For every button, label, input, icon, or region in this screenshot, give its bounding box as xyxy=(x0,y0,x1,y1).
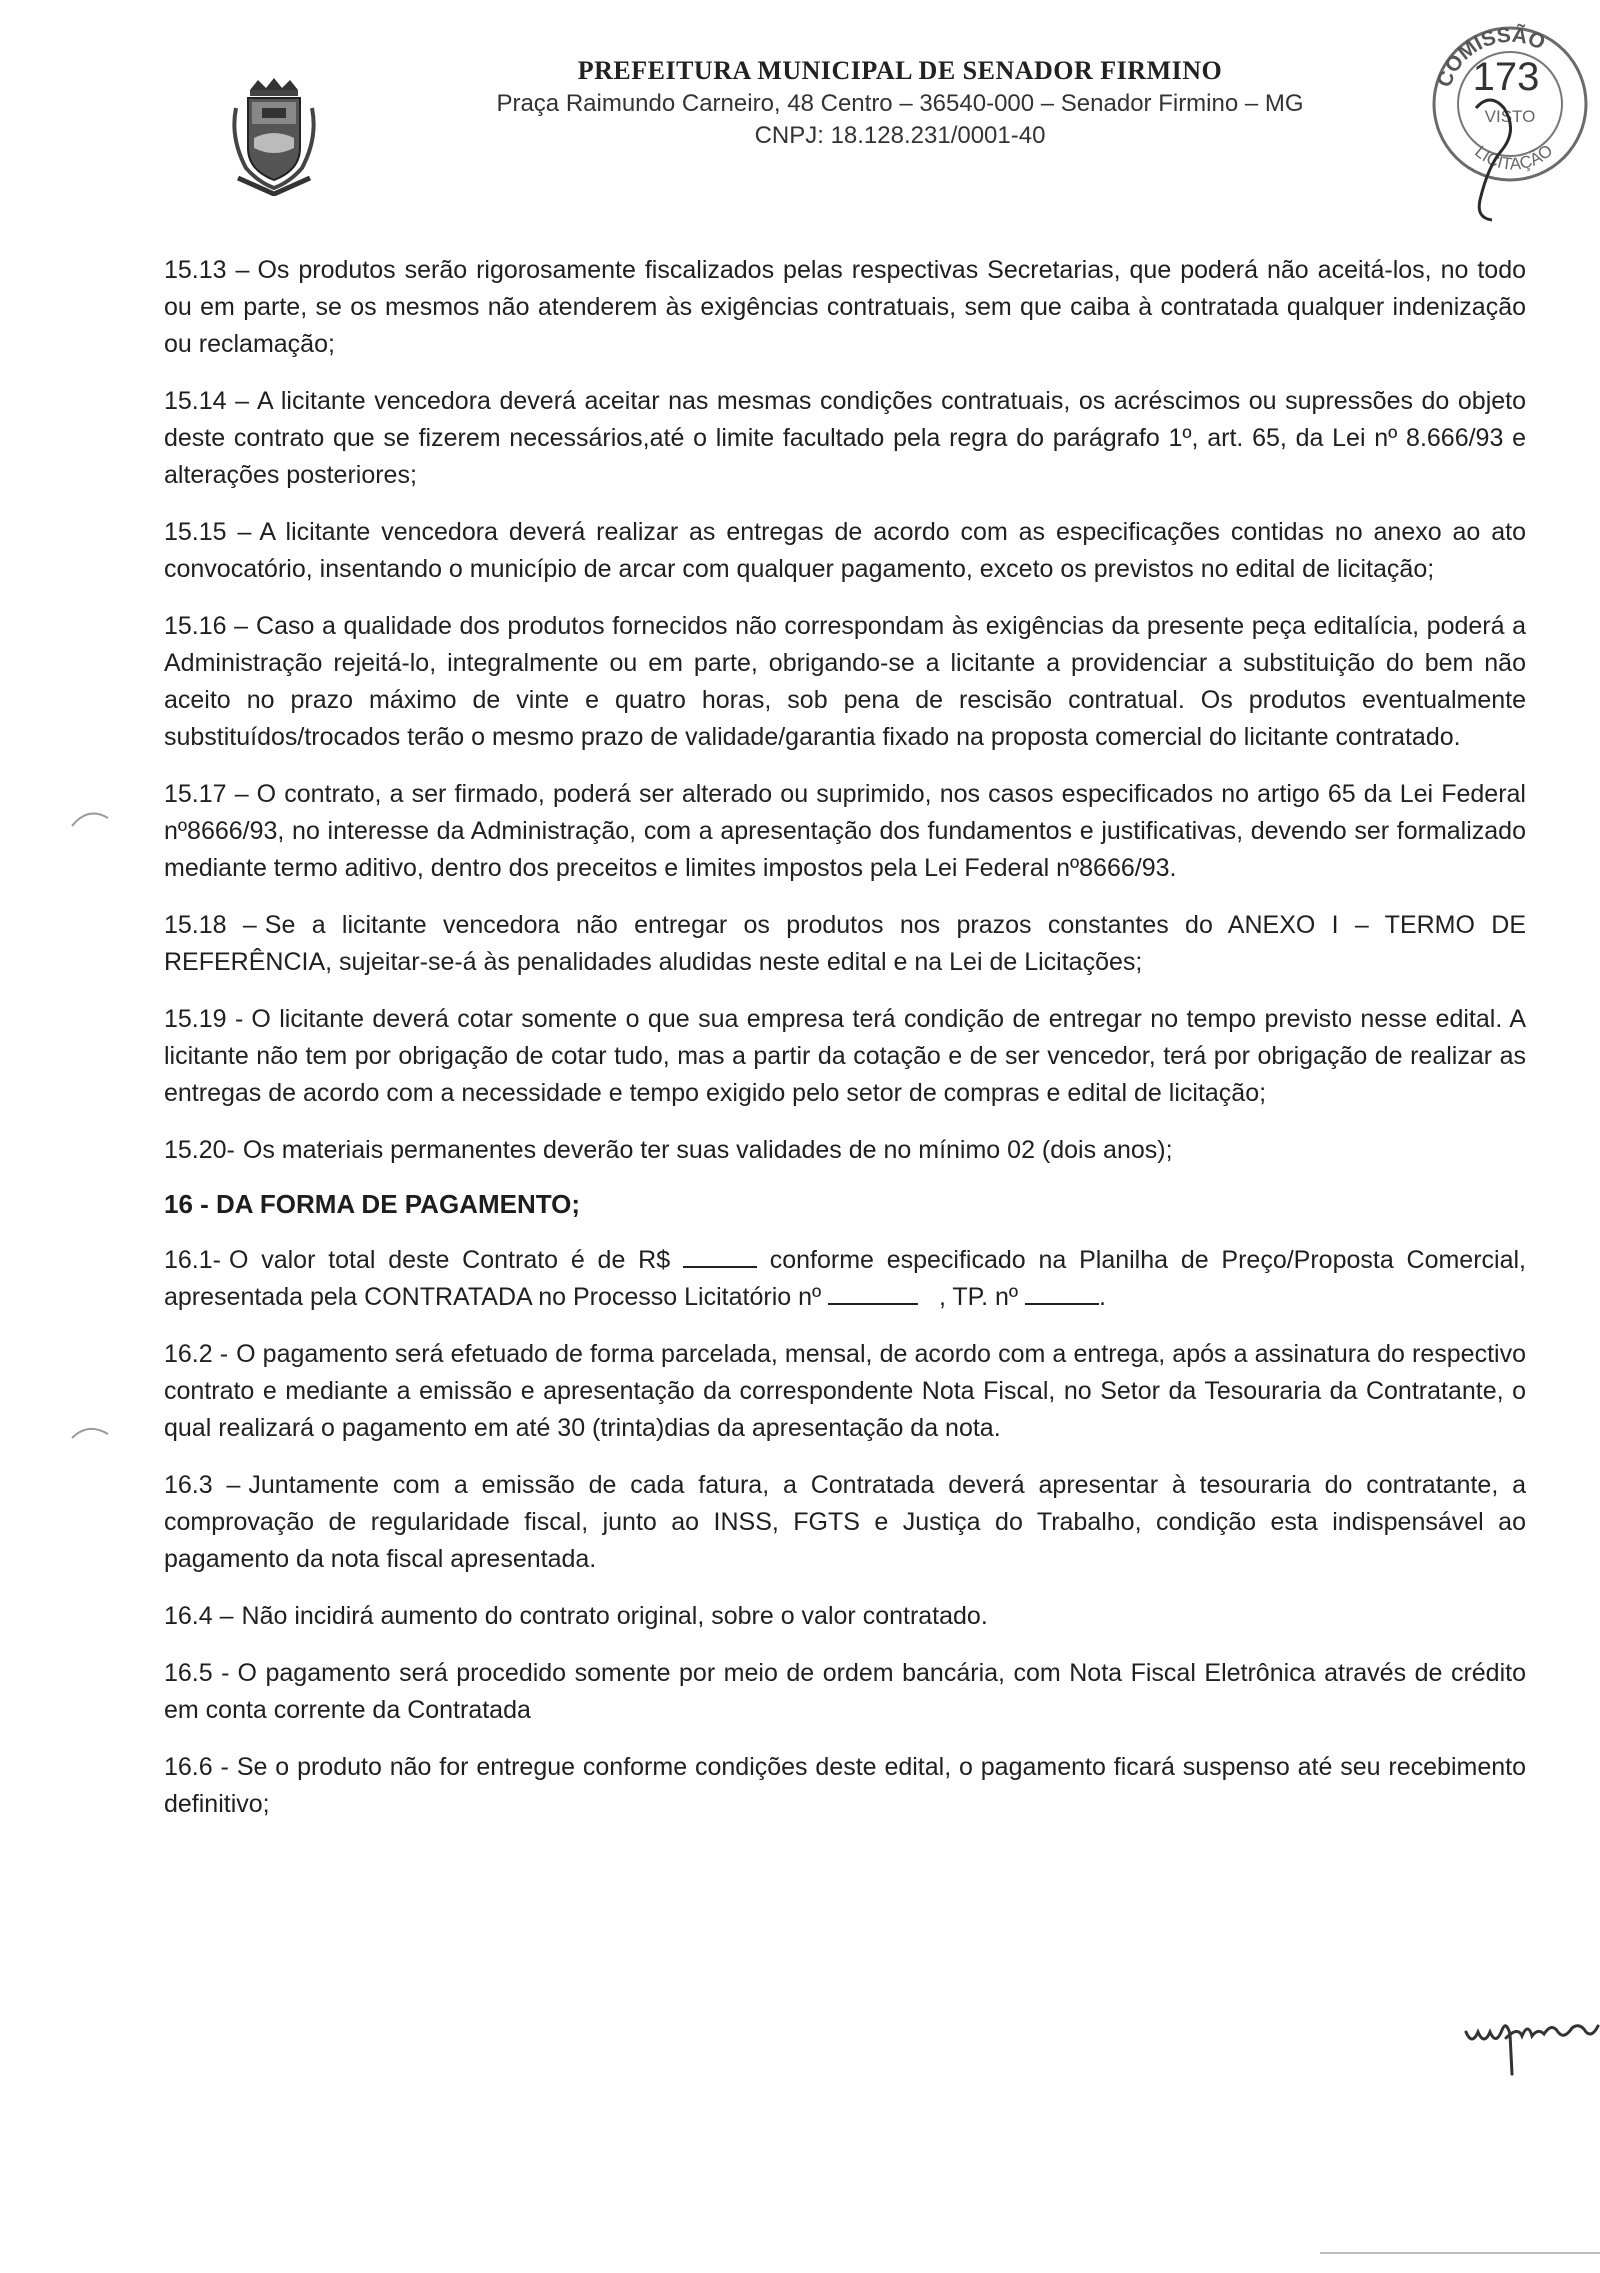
commission-stamp xyxy=(1418,4,1600,232)
clause-text: O pagamento será efetuado de forma parcelada, mensal, de acordo com a entrega, após a assinatura do respectivo contrato e mediante a emissão e apresentação da correspondente Nota Fiscal, no Setor da Tesouraria da Contratante, o qual realizará o pagamento em até 30 (trinta)dias da apresentação da nota. xyxy=(164,1340,1526,1442)
margin-mark xyxy=(68,804,112,828)
section-heading-16: 16 - DA FORMA DE PAGAMENTO; xyxy=(164,1189,581,1219)
blank-process-number-field xyxy=(828,1281,918,1305)
clause-text: O contrato, a ser firmado, poderá ser alterado ou suprimido, nos casos especificados no artigo 65 da Lei Federal nº8666/93, no interesse da Administração, com a apresentação dos fundamentos e justificativas, devendo ser formalizado mediante termo aditivo, dentro dos preceitos e limites impostos pela Lei Federal nº8666/93. xyxy=(164,780,1526,882)
clause-text: Se a licitante vencedora não entregar os produtos nos prazos constantes do ANEXO I – TERMO DE REFERÊNCIA, sujeitar-se-á às penalidades aludidas neste edital e na Lei de Licitações; xyxy=(164,911,1526,976)
clause-number: 15.19 - xyxy=(164,1005,244,1033)
clause-15-19 xyxy=(164,1001,1526,1112)
clause-15-14 xyxy=(164,383,1526,494)
clause-number: 16.2 - xyxy=(164,1340,229,1368)
clause-number: 15.17 – xyxy=(164,780,249,808)
clause-text: . xyxy=(1098,1283,1106,1311)
clause-16-3 xyxy=(164,1467,1526,1578)
clause-text: Se o produto não for entregue conforme condições deste edital, o pagamento ficará suspenso até seu recebimento definitivo; xyxy=(164,1753,1526,1818)
clause-number: 15.15 – xyxy=(164,518,252,546)
document-body xyxy=(164,252,1526,1843)
clause-number: 16.3 – xyxy=(164,1471,241,1499)
handwritten-initials xyxy=(1462,2002,1600,2082)
clause-text: Não incidirá aumento do contrato original, sobre o valor contratado. xyxy=(241,1602,988,1630)
clause-number: 16.5 - xyxy=(164,1659,230,1687)
clause-number: 15.16 – xyxy=(164,612,249,640)
svg-text:LICITAÇÃO xyxy=(1471,141,1556,174)
clause-text: , TP. nº xyxy=(938,1283,1019,1311)
clause-number: 15.20- xyxy=(164,1136,235,1164)
clause-number: 16.4 – xyxy=(164,1602,234,1630)
clause-15-16 xyxy=(164,608,1526,756)
scan-edge-line xyxy=(1320,2252,1600,2254)
clause-number: 15.18 – xyxy=(164,911,257,939)
clause-15-13 xyxy=(164,252,1526,363)
header-address: Praça Raimundo Carneiro, 48 Centro – 36540-000 – Senador Firmino – MG xyxy=(496,90,1304,117)
clause-text: A licitante vencedora deverá realizar as entregas de acordo com as especificações contidas no anexo ao ato convocatório, insentando o município de arcar com qualquer pagamento, exceto os previstos no edital de licitação; xyxy=(164,518,1526,583)
clause-number: 16.6 - xyxy=(164,1753,229,1781)
clause-text: conforme especificado na Planilha de Preço/Proposta Comercial, apresentada pela CONTRATADA no Processo Licitatório nº xyxy=(164,1246,1526,1311)
clause-15-15 xyxy=(164,514,1526,588)
blank-value-field xyxy=(683,1244,757,1268)
clause-text: O pagamento será procedido somente por meio de ordem bancária, com Nota Fiscal Eletrônica através de crédito em conta corrente da Contratada xyxy=(164,1659,1526,1724)
header-title: PREFEITURA MUNICIPAL DE SENADOR FIRMINO xyxy=(577,56,1223,85)
stamp-bottom-text: LICITAÇÃO xyxy=(1471,140,1557,174)
clause-15-18 xyxy=(164,907,1526,981)
clause-text: Caso a qualidade dos produtos fornecidos não correspondam às exigências da presente peça editalícia, poderá a Administração rejeitá-lo, integralmente ou em parte, obrigando-se a licitante a providenciar a substituição do bem não aceito no prazo máximo de vinte e quatro horas, sob pena de rescisão contratual. Os produtos eventualmente substituídos/trocados terão o mesmo prazo de validade/garantia fixado na proposta comercial do licitante contratado. xyxy=(164,612,1526,751)
blank-tp-number-field xyxy=(1025,1281,1099,1305)
coat-of-arms-icon xyxy=(228,78,320,196)
header-cnpj: CNPJ: 18.128.231/0001-40 xyxy=(754,122,1046,149)
clause-text: O valor total deste Contrato é de R$ xyxy=(228,1246,671,1274)
clause-number: 16.1- xyxy=(164,1246,221,1274)
clause-15-20 xyxy=(164,1132,1526,1169)
clause-text: Juntamente com a emissão de cada fatura, a Contratada deverá apresentar à tesouraria do contratante, a comprovação de regularidade fiscal, junto ao INSS, FGTS e Justiça do Trabalho, condição esta indispensável ao pagamento da nota fiscal apresentada. xyxy=(164,1471,1526,1573)
clause-number: 15.14 – xyxy=(164,387,250,415)
clause-16-2 xyxy=(164,1336,1526,1447)
clause-text: Os materiais permanentes deverão ter suas validades de no mínimo 02 (dois anos); xyxy=(242,1136,1173,1164)
clause-text: Os produtos serão rigorosamente fiscalizados pelas respectivas Secretarias, que poderá não aceitá-los, no todo ou em parte, se os mesmos não atenderem às exigências contratuais, sem que caiba à contratada qualquer indenização ou reclamação; xyxy=(164,256,1526,358)
clause-16-4 xyxy=(164,1598,1526,1635)
clause-16-6 xyxy=(164,1749,1526,1823)
margin-mark xyxy=(68,1418,112,1442)
clause-15-17 xyxy=(164,776,1526,887)
clause-16-5 xyxy=(164,1655,1526,1729)
stamp-number: 173 xyxy=(1472,55,1540,99)
letterhead xyxy=(420,54,1380,152)
stamp-middle-text: VISTO xyxy=(1484,107,1536,126)
clause-text: O licitante deverá cotar somente o que sua empresa terá condição de entregar no tempo previsto nesse edital. A licitante não tem por obrigação de cotar tudo, mas a partir da cotação e de ser vencedor, terá por obrigação de realizar as entregas de acordo com a necessidade e tempo exigido pelo setor de compras e edital de licitação; xyxy=(164,1005,1526,1107)
clause-16-1 xyxy=(164,1242,1526,1316)
clause-text: A licitante vencedora deverá aceitar nas mesmas condições contratuais, os acréscimos ou supressões do objeto deste contrato que se fizerem necessários,até o limite facultado pela regra do parágrafo 1º, art. 65, da Lei nº 8.666/93 e alterações posteriores; xyxy=(164,387,1527,489)
clause-number: 15.13 – xyxy=(164,256,250,284)
stamp-top-text: COMISSÃO xyxy=(1432,23,1549,91)
